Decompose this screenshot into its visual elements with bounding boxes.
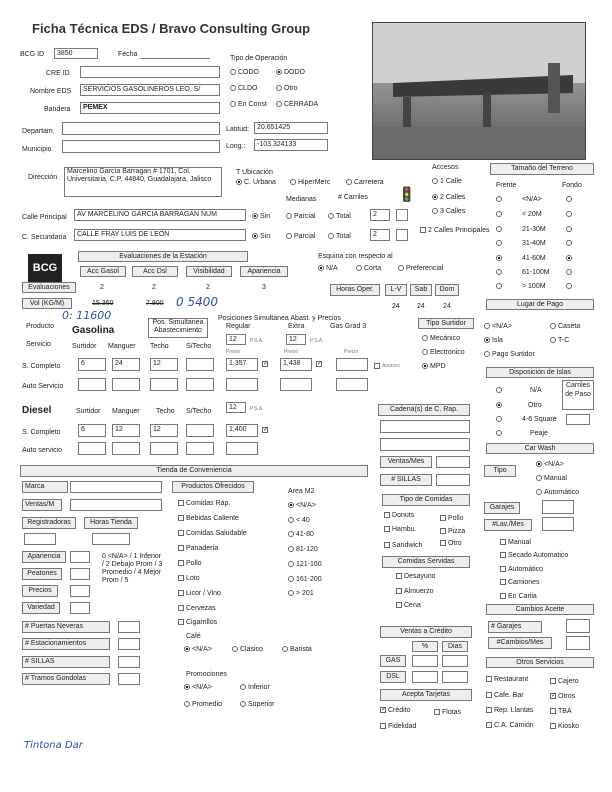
opt-dodo[interactable]: DODO [276, 68, 305, 77]
chk-cena[interactable]: Cena [396, 601, 421, 610]
opt-cw-na[interactable]: <N/A> [536, 460, 564, 469]
opt-3-calles[interactable]: 3 Calles [432, 207, 465, 216]
stecho-label: S/Techo [186, 343, 212, 350]
opt-area[interactable]: 41-80 [288, 530, 314, 539]
terreno-opt-label: > 100M [522, 283, 546, 290]
escala-legend: 0 <N/A> / 1 Inferior / 2 Debajo Prom / 3 Promedio / 4 Mejor Prom / 5 [102, 553, 163, 584]
chk-credito[interactable]: ✓ Crédito [381, 707, 411, 714]
bcg-id-field[interactable]: 3850 [54, 48, 98, 59]
carriles-field-2[interactable]: 2 [370, 229, 390, 241]
chk-sandwich[interactable]: Sandwich [384, 541, 422, 550]
d-manguer-field[interactable]: 12 [112, 424, 140, 437]
chk-ca-camion[interactable]: C.A. Camión [486, 721, 534, 730]
d-auto-servicio-label: Auto servicio [22, 447, 63, 454]
terreno-row-fondo[interactable] [566, 268, 574, 277]
opt-promo-promedio[interactable]: Promedio [184, 700, 222, 709]
aceite-garajes-label: # Garajes [488, 621, 542, 633]
horas-tienda-label: Horas Tienda [84, 517, 138, 529]
page-title: Ficha Técnica EDS / Bravo Consulting Group [32, 21, 311, 36]
opt-area[interactable]: <N/A> [288, 501, 316, 510]
tipo-operacion-title: Tipo de Operación [230, 55, 288, 62]
psa-regular-field[interactable]: 12 [226, 334, 246, 345]
opt-c-urbana[interactable]: C. Urbana [236, 178, 276, 187]
marca-label: Marca [22, 481, 68, 493]
frente-label: Frente [496, 182, 517, 189]
chk-donuts[interactable]: Donuts [384, 511, 414, 520]
as-manguer-field[interactable] [112, 378, 140, 391]
calle-principal-label: Calle Principal [22, 214, 67, 221]
opt-cerrada[interactable]: CERRADA [276, 100, 318, 109]
chk-pizza[interactable]: Pizza [440, 527, 465, 536]
psa-tag: P.S.A. [250, 406, 264, 412]
chk-rep-llantas[interactable]: Rep. Llantas [486, 706, 533, 715]
carriles-label: # Carriles [338, 194, 368, 201]
puertas-field[interactable] [118, 621, 140, 633]
opt-sin-2[interactable]: Sin [252, 232, 270, 241]
ventas-mes-label: Ventas/Mes [380, 456, 432, 468]
evaluaciones-title: Evaluaciones de la Estación [78, 251, 248, 262]
chk-en-cariia[interactable]: En Cariia [500, 592, 537, 601]
longitud-label: Long.: [226, 143, 246, 150]
opt-area[interactable]: < 40 [288, 516, 310, 525]
aceite-cambios-field[interactable] [566, 636, 590, 650]
opt-islas-otro[interactable] [496, 401, 504, 410]
opt-promo-na[interactable]: <N/A> [184, 683, 212, 692]
estacionamientos-field[interactable] [118, 638, 140, 650]
opt-1-calle[interactable]: 1 Calle [432, 177, 462, 186]
peatones-field[interactable] [70, 568, 90, 580]
col-visibilidad: Visibilidad [186, 266, 232, 277]
terreno-row[interactable] [496, 282, 504, 291]
opt-parcial-1[interactable]: Parcial [286, 212, 315, 221]
terreno-row[interactable] [496, 210, 504, 219]
chk-ofrecido[interactable]: Comidas Ráp. [178, 499, 230, 508]
gasolina-label: Gasolina [72, 325, 115, 336]
anuncio-diesel-check[interactable]: ✓ [263, 427, 269, 434]
techo-label: Techo [150, 343, 169, 350]
medianas-label: Medianas [286, 196, 317, 203]
vol-label: Vol (KG/M) [22, 298, 72, 309]
opt-2-calles-principales[interactable]: 2 Calles Principales [420, 226, 489, 235]
ubicacion-title: T Ubicación [236, 169, 273, 176]
d-stecho-field[interactable] [186, 424, 214, 437]
diesel-label: Diesel [22, 405, 52, 416]
horas-dom-val[interactable]: 24 [443, 303, 451, 310]
opt-parcial-2[interactable]: Parcial [286, 232, 315, 241]
g-stecho-field[interactable] [186, 358, 214, 371]
station-photo [372, 22, 586, 160]
horas-lv-val[interactable]: 24 [392, 303, 400, 310]
chk-cw-manual[interactable]: Manual [500, 538, 531, 547]
s-completo-label: S. Completo [22, 363, 61, 370]
municipio-label: Municipio [22, 146, 52, 153]
dsl-dias-field[interactable] [442, 671, 468, 683]
opt-esquina-corta[interactable]: Corta [356, 264, 381, 273]
eval-acc-dsl[interactable]: 2 [152, 284, 156, 291]
chk-ofrecido[interactable]: Licor / Vino [178, 589, 221, 598]
chk-secado[interactable]: Secado Automatico [500, 551, 568, 560]
psa-title: Posiciones Simultanea Abast. y Precios [218, 315, 341, 322]
bcg-id-label: BCG ID [20, 51, 45, 58]
lugar-pago-title: Lugar de Pago [486, 299, 594, 310]
opt-pago-caseta[interactable]: Caseta [550, 322, 580, 331]
ventas-tienda-label: Ventas/M [22, 499, 62, 511]
tienda-sillas-field[interactable] [118, 656, 140, 668]
tramos-label: # Tramos Gondolas [22, 673, 110, 685]
d-stecho-label: S/Techo [186, 408, 212, 415]
d-as-manguer[interactable] [112, 442, 140, 455]
opt-esquina-pref[interactable]: Preferencial [398, 264, 443, 273]
car-wash-tipo-label: Tipo [484, 465, 516, 477]
chk-ofrecido[interactable]: Panadería [178, 544, 218, 553]
d-as-surtidor[interactable] [78, 442, 106, 455]
vol-diesel[interactable]: 7.800 [146, 300, 164, 307]
municipio-field[interactable] [62, 140, 220, 153]
chk-fidelidad[interactable]: Fidelidad [380, 722, 416, 731]
opt-sin-1[interactable]: Sin [252, 212, 270, 221]
longitud-field[interactable]: -103.324133 [254, 139, 328, 151]
terreno-opt-label: 61-100M [522, 269, 550, 276]
d-surtidor-field[interactable]: 6 [78, 424, 106, 437]
auto-servicio-label: Auto Servicio [22, 383, 64, 390]
horas-dom: Dom [435, 284, 459, 296]
carriles-paso-label: Carriles de Paso [562, 380, 594, 410]
dsl-pct-field[interactable] [412, 671, 438, 683]
bcg-logo: BCG [28, 254, 62, 282]
chk-camiones[interactable]: Camiones [500, 578, 540, 587]
opt-cldo[interactable]: CLDO [230, 84, 257, 93]
latitud-label: Latitud: [226, 126, 249, 133]
chk-ofrecido[interactable]: Comidas Saludable [178, 529, 247, 538]
area-label: Area M2 [288, 488, 315, 495]
precio-tag: Precio [284, 349, 299, 355]
chk-otros[interactable]: ✓ Otros [551, 693, 576, 700]
terreno-opt-label: <N/A> [522, 196, 542, 203]
variedad-label: Variedad [22, 602, 60, 614]
bandera-label: Bandera [44, 106, 71, 113]
registradoras-field[interactable] [24, 533, 56, 545]
col-acc-dsl: Acc Dsl [132, 266, 178, 277]
opt-total-1[interactable]: Total [328, 212, 351, 221]
sillas-field[interactable] [436, 474, 470, 486]
chk-pollo[interactable]: Pollo [440, 514, 464, 523]
opt-promo-inferior[interactable]: Inferior [240, 683, 270, 692]
tienda-sillas-label: # SILLAS [22, 656, 110, 668]
chk-flotas[interactable]: Flotas [434, 708, 461, 717]
comidas-title: Tipo de Comidas [382, 494, 470, 506]
credito-title: Ventas a Crédito [380, 626, 472, 638]
cadena-field-1[interactable] [380, 420, 470, 433]
precio-tag: Precio [344, 349, 359, 355]
apariencia-label: Apariencia [22, 551, 66, 563]
opt-pago-tc[interactable]: T-C [550, 336, 569, 345]
precio-gas3-field[interactable] [336, 358, 368, 371]
psa-diesel-field[interactable]: 12 [226, 402, 246, 413]
opt-total-2[interactable]: Total [328, 232, 351, 241]
anuncio-regular-check[interactable]: ✓ [263, 361, 269, 368]
eval-apariencia[interactable]: 3 [262, 284, 266, 291]
handwritten-vol-gasolina: 0: 11600 [62, 309, 112, 322]
ventas-tienda-field[interactable] [70, 499, 162, 511]
carriles-extra-2[interactable] [396, 229, 408, 241]
islas-otro-label: Otro [528, 402, 542, 409]
horas-sab: Sab [410, 284, 432, 296]
islas-sq-label: 4-6 Square [522, 416, 557, 423]
chk-ofrecido[interactable]: Loto [178, 574, 200, 583]
carriles-paso-field[interactable] [566, 414, 590, 425]
esquina-title: Esquina con respecto al [318, 253, 393, 260]
otros-title: Otros Servicios [486, 657, 594, 668]
opt-islas-sq[interactable] [496, 415, 504, 424]
opt-pago-isla[interactable]: Isla [484, 336, 503, 345]
psa-extra-field[interactable]: 12 [286, 334, 306, 345]
precio-tag: Precio [226, 349, 241, 355]
cadena-field-2[interactable] [380, 438, 470, 451]
as-stecho-field[interactable] [186, 378, 214, 391]
precio-regular-field[interactable]: 1,357 [226, 358, 258, 371]
gas-label: GAS [380, 655, 406, 667]
horas-lv: L-V [385, 284, 407, 296]
terreno-opt-label: < 20M [522, 211, 542, 218]
chk-almuerzo[interactable]: Almuerzo [396, 587, 434, 596]
car-wash-title: Car Wash [486, 443, 594, 454]
d-techo-field[interactable]: 12 [150, 424, 178, 437]
col-acc-gasol: Acc Gasol [80, 266, 126, 277]
terreno-opt-label: 41-60M [522, 255, 546, 262]
tramos-field[interactable] [118, 673, 140, 685]
opt-cw-auto[interactable]: Automático [536, 488, 579, 497]
cadenas-title: Cadena(s) de C. Rap. [378, 404, 470, 416]
fecha-field[interactable] [140, 48, 210, 59]
lav-mes-field[interactable] [542, 517, 574, 531]
chk-cw-auto[interactable]: Automático [500, 565, 543, 574]
apariencia-field[interactable] [70, 551, 90, 563]
horas-sab-val[interactable]: 24 [417, 303, 425, 310]
d-as-precio[interactable] [226, 442, 258, 455]
chk-ofrecido[interactable]: Cervezas [178, 604, 216, 613]
islas-title: Disposición de Islas [486, 367, 594, 378]
garajes-field[interactable] [542, 500, 574, 514]
vol-gasolina[interactable]: 15.360 [92, 300, 114, 307]
aceite-cambios-label: #Cambios/Mes [488, 637, 552, 649]
chk-hambu[interactable]: Hambu. [384, 525, 417, 534]
opt-esquina-na[interactable]: N/A [318, 264, 338, 273]
opt-area[interactable]: 121-160 [288, 560, 322, 569]
pct-label: % [412, 641, 438, 652]
chk-kiosko[interactable]: Kiosko [550, 722, 579, 731]
g-techo-field[interactable]: 12 [150, 358, 178, 371]
opt-area[interactable]: 81-120 [288, 545, 318, 554]
sillas-label: # SILLAS [380, 474, 432, 486]
terreno-row-fondo[interactable] [566, 225, 574, 234]
promociones-label: Promociones [186, 671, 227, 678]
chk-ofrecido[interactable]: Pollo [178, 559, 202, 568]
pos-sim-box: Pos. Simultanea Abastecimiento [148, 318, 208, 338]
opt-hipermerc[interactable]: HiperMerc [290, 178, 330, 187]
col-apariencia: Apariencia [240, 266, 288, 277]
regular-label: Regular [226, 323, 251, 330]
d-surtidor-label: Surtidor [76, 408, 101, 415]
g-manguer-field[interactable]: 24 [112, 358, 140, 371]
nombre-field[interactable]: SERVICIOS GASOLINEROS LEO, S/ [80, 84, 220, 96]
fecha-label: Fecha [118, 51, 138, 58]
terreno-row[interactable] [496, 268, 504, 277]
tienda-title: Tienda de Conveniencia [20, 465, 368, 477]
ofrecidos-title: Productos Ofrecidos [172, 481, 254, 493]
opt-electronico[interactable]: Electronico [422, 348, 465, 357]
horas-tienda-field[interactable] [92, 533, 130, 545]
as-precio-extra[interactable] [280, 378, 312, 391]
traffic-light-icon: 🚦 [398, 186, 416, 202]
bandera-field[interactable]: PEMEX [80, 102, 220, 114]
terreno-row[interactable] [496, 239, 504, 248]
opt-area[interactable]: 161-200 [288, 575, 322, 584]
terreno-row-fondo[interactable] [566, 254, 574, 263]
terreno-row[interactable] [496, 254, 504, 263]
eval-acc-gasol[interactable]: 2 [100, 284, 104, 291]
as-techo-field[interactable] [150, 378, 178, 391]
extra-label: Extra [288, 323, 305, 330]
chk-desayuno[interactable]: Desayuno [396, 572, 436, 581]
departam-label: Departam. [22, 128, 55, 135]
comidas-servidas-title: Comidas Servidas [382, 556, 470, 568]
terreno-opt-label: 31-40M [522, 240, 546, 247]
servicio-label: Servicio [26, 341, 51, 348]
carriles-field-1[interactable]: 2 [370, 209, 390, 221]
producto-label: Producto [26, 323, 55, 330]
chk-ofrecido[interactable]: Cigarrillos [178, 618, 217, 627]
aceite-title: Cambios Aceite [486, 604, 594, 615]
islas-na-label: N/A [530, 387, 542, 394]
terreno-row-fondo[interactable] [566, 282, 574, 291]
opt-pago-surtidor[interactable]: Pago Surtidor [484, 350, 535, 359]
opt-islas-na[interactable] [496, 386, 504, 395]
as-precio-regular[interactable] [226, 378, 258, 391]
calle-secundaria-field[interactable]: CALLE FRAY LUIS DE LEÓN [74, 229, 246, 241]
tipo-surtidor-title: Tipo Surtidor [418, 318, 474, 329]
cre-id-field[interactable] [80, 66, 220, 78]
chk-cafe-bar[interactable]: Cafe. Bar [486, 691, 524, 700]
opt-pago-na[interactable]: <N/A> [484, 322, 512, 331]
opt-cw-manual[interactable]: Manual [536, 474, 567, 483]
opt-cafe-clasico[interactable]: Clasico [232, 645, 263, 654]
precios-field[interactable] [70, 585, 90, 597]
precios-label: Precios [22, 585, 58, 597]
g-surtidor-field[interactable]: 6 [78, 358, 106, 371]
horas-oper-label: Horas Oper. [330, 284, 380, 296]
dias-label: Dias [442, 641, 468, 652]
opt-area[interactable]: > 201 [288, 589, 314, 598]
estacionamientos-label: # Estacionamientos [22, 638, 110, 650]
dsl-label: DSL [380, 671, 406, 683]
chk-tba[interactable]: TBA [550, 707, 572, 716]
direccion-field[interactable]: Marcelino García Barragan # 1701, Col. Universitaria, C.P. 44840, Guadalajara, Jalisco [64, 167, 222, 197]
opt-islas-peaje[interactable] [496, 429, 504, 438]
nombre-label: Nombre EDS [30, 88, 72, 95]
surtidor-label: Surtidor [72, 343, 97, 350]
precio-extra-field[interactable]: 1,438 [280, 358, 312, 371]
handwritten-vol-diesel: 0 5400 [176, 295, 218, 309]
garajes-label: Garajes [484, 502, 520, 514]
gas3-label: Gas Grad 3 [330, 323, 367, 330]
carriles-extra-1[interactable] [396, 209, 408, 221]
calle-secundaria-label: C. Secundaria [22, 234, 67, 241]
terreno-row-fondo[interactable] [566, 210, 574, 219]
anuncio-extra-check[interactable]: ✓ [317, 361, 323, 368]
puertas-label: # Puertas Neveras [22, 621, 110, 633]
d-techo-label: Techo [156, 408, 175, 415]
variedad-field[interactable] [70, 602, 90, 614]
fondo-label: Fondo [562, 182, 582, 189]
terreno-row[interactable] [496, 225, 504, 234]
as-surtidor-field[interactable] [78, 378, 106, 391]
departam-field[interactable] [62, 122, 220, 135]
opt-2-calles[interactable]: 2 Calles [432, 193, 465, 202]
chk-restaurant[interactable]: Restaurant [486, 675, 528, 684]
opt-carretera[interactable]: Carretera [346, 178, 384, 187]
tarjetas-title: Acepta Tarjetas [380, 689, 472, 701]
chk-ofrecido[interactable]: Bebidas Caliente [178, 514, 239, 523]
evaluaciones-label: Evaluaciones [22, 282, 76, 293]
gas-dias-field[interactable] [442, 655, 468, 667]
chk-otro-comida[interactable]: Otro [440, 539, 462, 548]
opt-otro[interactable]: Otro [276, 84, 298, 93]
psa-tag: P.S.A. [250, 338, 264, 344]
accesos-title: Accesos [432, 164, 459, 171]
d-manguer-label: Manguer [112, 408, 140, 415]
terreno-opt-label: 21-30M [522, 226, 546, 233]
ventas-mes-field[interactable] [436, 456, 470, 468]
terreno-row-fondo[interactable] [566, 195, 574, 204]
cafe-label: Café [186, 633, 201, 640]
chk-cajero[interactable]: Cajero [550, 677, 579, 686]
gas-pct-field[interactable] [412, 655, 438, 667]
eval-visibilidad[interactable]: 2 [206, 284, 210, 291]
latitud-field[interactable]: 20.651425 [254, 122, 328, 134]
opt-cafe-na[interactable]: <N/A> [184, 645, 212, 654]
opt-mpd[interactable]: MPD [422, 362, 446, 371]
lav-mes-label: #Lav./Mes [484, 519, 532, 531]
opt-en-const[interactable]: En Const [230, 100, 267, 109]
aceite-garajes-field[interactable] [566, 619, 590, 633]
calle-principal-field[interactable]: AV MARCELINO GARCIA BARRAGAN NUM [74, 209, 246, 221]
psa-tag: P.S.A. [310, 338, 324, 344]
signature: Tintona Dar [24, 740, 83, 751]
registradoras-label: Registradoras [22, 517, 76, 529]
peatones-label: Peatones [22, 568, 62, 580]
opt-cafe-barista[interactable]: Barista [282, 645, 312, 654]
precio-diesel-field[interactable]: 1,400 [226, 424, 258, 437]
manguer-label: Manguer [108, 343, 136, 350]
d-as-stecho[interactable] [186, 442, 214, 455]
marca-field[interactable] [70, 481, 162, 493]
d-as-techo[interactable] [150, 442, 178, 455]
opt-mecanico[interactable]: Mecánico [422, 334, 460, 343]
islas-peaje-label: Peaje [530, 430, 548, 437]
terreno-row[interactable] [496, 195, 504, 204]
cre-id-label: CRE ID [46, 70, 70, 77]
opt-promo-superior[interactable]: Superior [240, 700, 274, 709]
as-precio-gas3[interactable] [336, 378, 368, 391]
anuncio-label: Anuncio [374, 362, 400, 371]
opt-codo[interactable]: CODO [230, 68, 259, 77]
terreno-title: Tamaño del Terreno [490, 163, 594, 175]
terreno-row-fondo[interactable] [566, 239, 574, 248]
direccion-label: Dirección [28, 174, 58, 181]
d-s-completo-label: S. Completo [22, 429, 61, 436]
